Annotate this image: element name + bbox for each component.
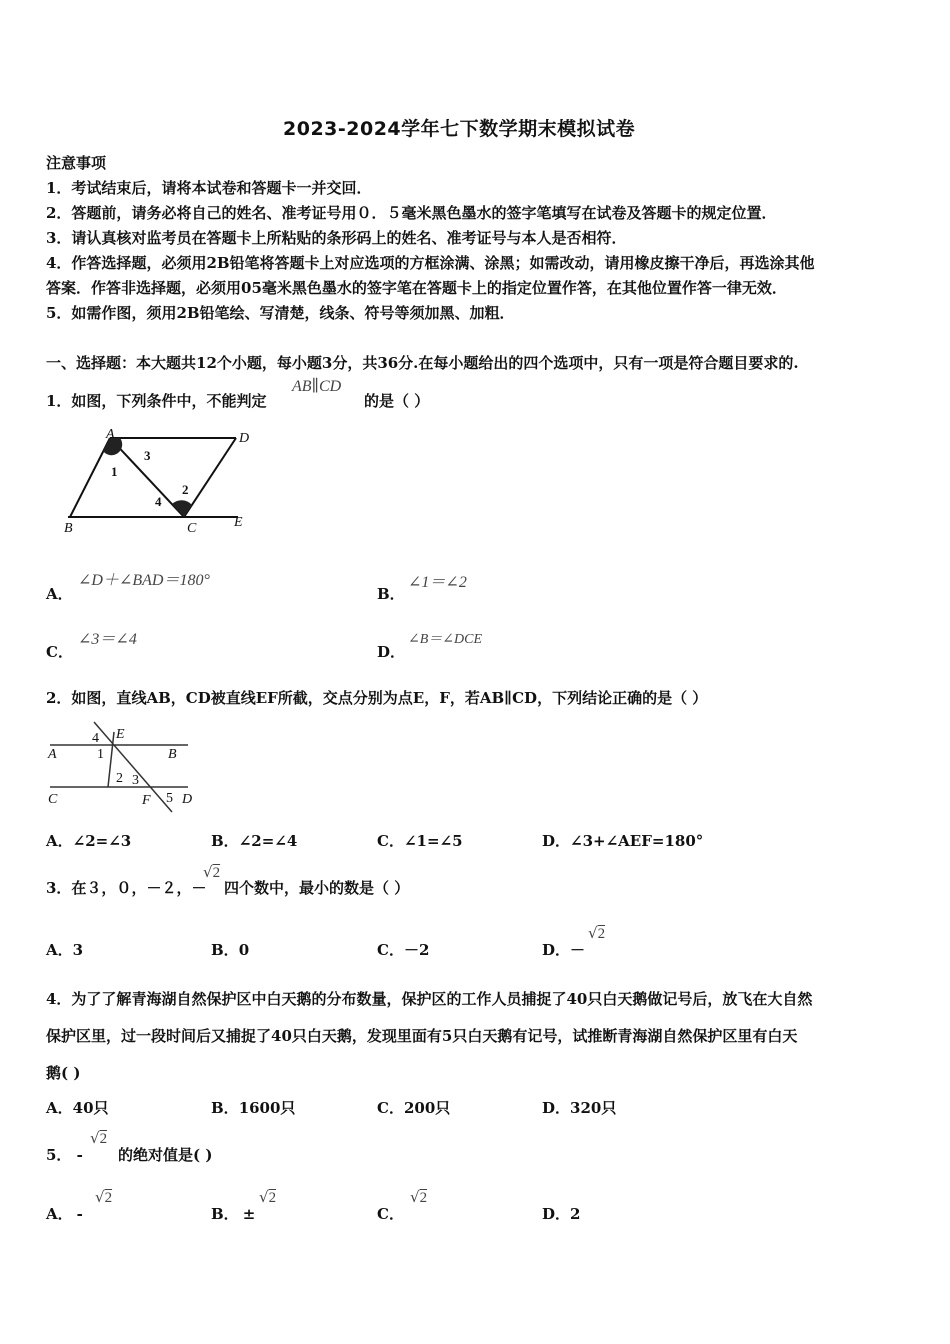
notice-item: 5．如需作图，须用2B铅笔绘、写清楚，线条、符号等须加黑、加粗． [46,304,515,322]
q4-option-a [46,1097,109,1118]
fig1-label-3: 3 [144,448,151,463]
q2-option-b [211,830,297,851]
q3-option-c-text: －2 [403,941,430,959]
q1-formula: AB∥CD [292,378,342,395]
q1-option-d-letter: D． [377,643,406,661]
q4-option-d-letter: D． [542,1099,571,1117]
q5-option-a-radicand: 2 [104,1190,113,1206]
q2-option-d [542,830,703,851]
q2-option-d-letter: D． [542,832,571,850]
q5-option-d [542,1203,580,1224]
q2-option-a-text: ∠2=∠3 [72,832,132,850]
page-title: 2023-2024学年七下数学期末模拟试卷 [283,118,636,140]
q4-option-c-letter: C． [377,1099,404,1117]
q5-stem-b: 的绝对值是( ) [118,1146,213,1164]
q3-option-d-letter: D． [542,941,571,959]
notice-item: 1．考试结束后，请将本试卷和答题卡一并交回． [46,179,372,197]
fig2-label-f: F [142,793,151,808]
q2-option-a-letter: A． [46,832,73,850]
q5-radicand: 2 [99,1131,108,1147]
q3-option-b-text: 0 [238,941,250,959]
q3-option-d-radical [588,924,605,943]
sqrt-icon: √ [203,863,213,881]
q2-option-b-letter: B． [211,832,239,850]
q5-option-c-radical [410,1188,427,1207]
q3-option-b [211,939,249,960]
fig2-label-2: 2 [116,771,123,786]
q4-line: 4．为了了解青海湖自然保护区中白天鹅的分布数量，保护区的工作人员捕捉了40只白天鹅做记号后，放飞在大自然 [46,990,813,1008]
notice-item: 4．作答选择题，必须用2B铅笔将答题卡上对应选项的方框涂满、涂黑；如需改动，请用橡皮擦干净后，再选涂其他 [46,254,815,272]
q1-option-d-text: ∠B＝∠DCE [408,632,483,647]
q5-option-b [211,1203,255,1224]
fig2-label-b: B [168,747,177,762]
q1-option-c-text: ∠3＝∠4 [78,631,137,648]
sqrt-icon: √ [95,1188,105,1206]
fig1-label-a: A [106,427,115,442]
q3-option-d-radicand: 2 [597,926,606,942]
fig2-label-a: A [48,747,57,762]
q2-option-c-letter: C． [377,832,404,850]
q2-figure [46,718,196,816]
notice-item: 3．请认真核对监考员在答题卡上所粘贴的条形码上的姓名、准考证号与本人是否相符． [46,229,627,247]
q1-figure [58,426,258,538]
q2-stem: 2．如图，直线AB，CD被直线EF所截，交点分别为点E，F，若AB∥CD，下列结论正确的是（ ） [46,689,708,707]
q2-option-c [377,830,463,851]
q3-radical [203,863,220,882]
q3-option-a [46,939,83,960]
q3-option-b-letter: B． [211,941,239,959]
sqrt-icon: √ [588,924,598,942]
q5-option-a-radical [95,1188,112,1207]
q1-stem-b: 的是（ ） [364,392,430,410]
q5-option-c-letter: C． [377,1205,404,1223]
q5-option-b-radicand: 2 [268,1190,277,1206]
notice-item: 2．答题前，请务必将自己的姓名、准考证号用０．５毫米黑色墨水的签字笔填写在试卷及答题卡的规定位置． [46,204,777,222]
notice-item: 答案．作答非选择题，必须用05毫米黑色墨水的签字笔在答题卡上的指定位置作答，在其他位置作答一律无效． [46,279,787,297]
fig2-label-1: 1 [97,747,104,762]
fig2-label-c: C [48,792,58,807]
q1-option-a-text: ∠D＋∠BAD＝180° [78,572,210,589]
q3-stem-a: 3．在３，０，－２，－ [46,879,207,897]
q5-option-b-letter: B． [211,1205,239,1223]
sqrt-icon: √ [410,1188,420,1206]
q5-option-c [377,1203,404,1224]
q2-option-d-text: ∠3+∠AEF=180° [570,832,704,850]
fig1-label-e: E [234,515,243,530]
fig2-label-5: 5 [166,791,173,806]
q5-option-b-prefix: ± [242,1205,256,1223]
q2-option-a [46,830,131,851]
q4-option-b-text: 1600只 [238,1099,296,1117]
fig2-label-e: E [116,727,125,742]
q4-option-a-text: 40只 [72,1099,109,1117]
q5-option-c-radicand: 2 [419,1190,428,1206]
q3-option-c-letter: C． [377,941,404,959]
fig2-label-3: 3 [132,773,139,788]
q4-option-c-text: 200只 [403,1099,451,1117]
fig1-label-b: B [64,521,73,536]
sqrt-icon: √ [90,1129,100,1147]
q4-option-c [377,1097,450,1118]
fig1-label-1: 1 [111,464,118,479]
fig2-label-d: D [182,792,193,807]
q5-option-b-radical [259,1188,276,1207]
q1-option-a-letter: A． [46,585,73,603]
fig1-label-c: C [187,521,197,536]
q3-option-d-text: － [570,941,586,959]
q2-option-b-text: ∠2=∠4 [238,832,298,850]
q5-option-a-letter: A． [46,1205,73,1223]
q5-radical [90,1129,107,1148]
q1-option-b-text: ∠1＝∠2 [408,574,467,591]
sqrt-icon: √ [259,1188,269,1206]
q1-option-c-letter: C． [46,643,73,661]
q5-option-a-prefix: - [76,1205,83,1223]
q2-option-c-text: ∠1=∠5 [403,832,463,850]
q4-option-b-letter: B． [211,1099,239,1117]
section-heading: 一、选择题：本大题共12个小题，每小题3分，共36分.在每小题给出的四个选项中，只有一项是符合题目要求的. [46,354,799,372]
q5-option-d-prefix: 2 [570,1205,581,1223]
q4-option-a-letter: A． [46,1099,73,1117]
line-ef [94,722,172,812]
fig1-label-d: D [239,431,250,446]
q1-stem [46,390,266,411]
q3-radicand: 2 [212,865,221,881]
q4-line: 鹅( ) [46,1064,81,1082]
fig1-label-4: 4 [155,494,162,509]
q3-option-c [377,939,429,960]
q4-option-d [542,1097,616,1118]
q1-option-b-letter: B． [377,585,405,603]
q5-stem-a: 5． - [46,1146,83,1164]
q1-stem-a: 1．如图，下列条件中，不能判定 [46,392,267,410]
q4-option-d-text: 320只 [570,1099,617,1117]
fig2-label-4: 4 [92,731,99,746]
notice-heading: 注意事项 [46,154,107,172]
q4-option-b [211,1097,295,1118]
q3-option-d [542,939,585,960]
q3-option-a-letter: A． [46,941,73,959]
q5-option-d-letter: D． [542,1205,571,1223]
q3-stem-b: 四个数中，最小的数是（ ） [224,879,410,897]
q3-option-a-text: 3 [72,941,84,959]
q5-option-a [46,1203,83,1224]
fig1-label-2: 2 [182,482,189,497]
q4-line: 保护区里，过一段时间后又捕捉了40只白天鹅，发现里面有5只白天鹅有记号，试推断青海湖自然保护区里有白天 [46,1027,798,1045]
